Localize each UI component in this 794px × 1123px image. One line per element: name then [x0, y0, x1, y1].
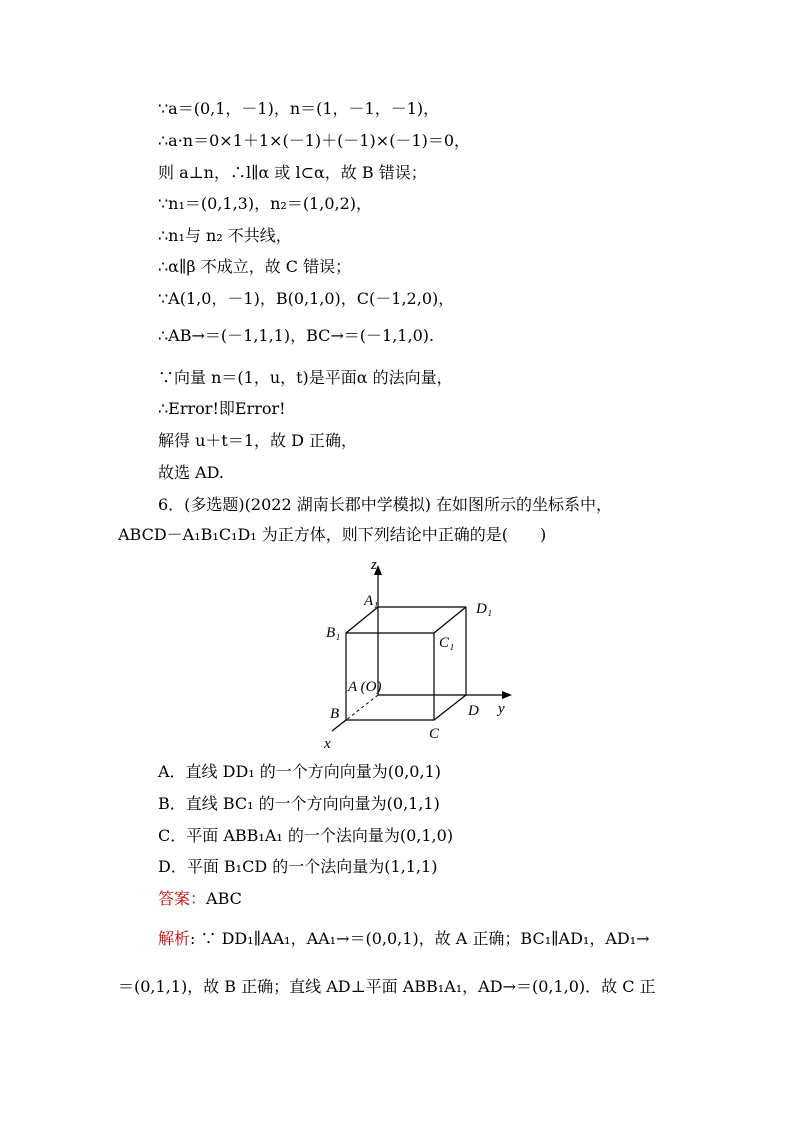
text-line: ∴a·n＝0×1＋1×(－1)＋(－1)×(－1)＝0， [158, 131, 471, 150]
text-line: ∴Error!即Error! [158, 399, 286, 418]
text-line: ∴AB→＝(－1,1,1)，BC→＝(－1,1,0). [158, 326, 435, 345]
text-line: 则 a⊥n，∴l∥α 或 l⊂α，故 B 错误； [158, 163, 427, 182]
text-line: ∵向量 n＝(1，u，t)是平面α 的法向量， [158, 368, 453, 387]
text-line: ∵n₁＝(0,1,3)，n₂＝(1,0,2)， [158, 194, 373, 213]
label-x: x [324, 736, 331, 752]
answer-label: 答案： [158, 889, 207, 908]
label-B: B [330, 706, 340, 722]
text-line: ∵a＝(0,1，－1)，n＝(1，－1，－1)， [158, 99, 440, 118]
question-stem: ABCD－A₁B₁C₁D₁ 为正方体，则下列结论中正确的是( ) [118, 525, 547, 544]
option-a: A．直线 DD₁ 的一个方向向量为(0,0,1) [158, 762, 441, 781]
label-D: D [468, 703, 479, 719]
analysis-text: : ∵ DD₁∥AA₁，AA₁→＝(0,0,1)，故 A 正确；BC₁∥AD₁，AD₁→ [190, 929, 650, 948]
label-A1: A₁ [364, 593, 379, 609]
label-y: y [498, 701, 505, 717]
question-stem: 6．(多选题)(2022 湖南长郡中学模拟) 在如图所示的坐标系中， [158, 495, 613, 514]
text-line: ∵A(1,0，－1)，B(0,1,0)，C(－1,2,0)， [158, 289, 455, 308]
analysis-label: 解析 [158, 929, 191, 948]
text-line: ∴α∥β 不成立，故 C 错误； [158, 257, 352, 276]
label-D1: D₁ [476, 601, 493, 617]
text-line: ∴n₁与 n₂ 不共线， [158, 226, 292, 245]
label-C1: C₁ [439, 635, 455, 651]
analysis-line [158, 928, 650, 950]
text-line: 故选 AD. [158, 463, 224, 482]
text-line: 解得 u＋t＝1，故 D 正确， [158, 431, 358, 450]
answer-line [158, 888, 242, 910]
option-c: C．平面 ABB₁A₁ 的一个法向量为(0,1,0) [158, 826, 454, 845]
cube-diagram [318, 555, 518, 755]
label-A-O: A (O) [348, 679, 382, 695]
y-axis-arrow [502, 691, 512, 699]
cube-edge [346, 607, 378, 633]
cube-edge [434, 607, 466, 633]
answer-value: ABC [206, 889, 242, 908]
option-d: D．平面 B₁CD 的一个法向量为(1,1,1) [158, 857, 438, 876]
cube-front-face [346, 633, 434, 720]
cube-edge [434, 695, 466, 720]
analysis-line: ＝(0,1,1)，故 B 正确；直线 AD⊥平面 ABB₁A₁，AD→＝(0,1,0)．故 C 正 [118, 977, 656, 996]
label-B1: B₁ [326, 625, 341, 641]
label-C: C [429, 726, 440, 742]
option-b: B．直线 BC₁ 的一个方向向量为(0,1,1) [158, 794, 440, 813]
label-z: z [371, 557, 377, 573]
